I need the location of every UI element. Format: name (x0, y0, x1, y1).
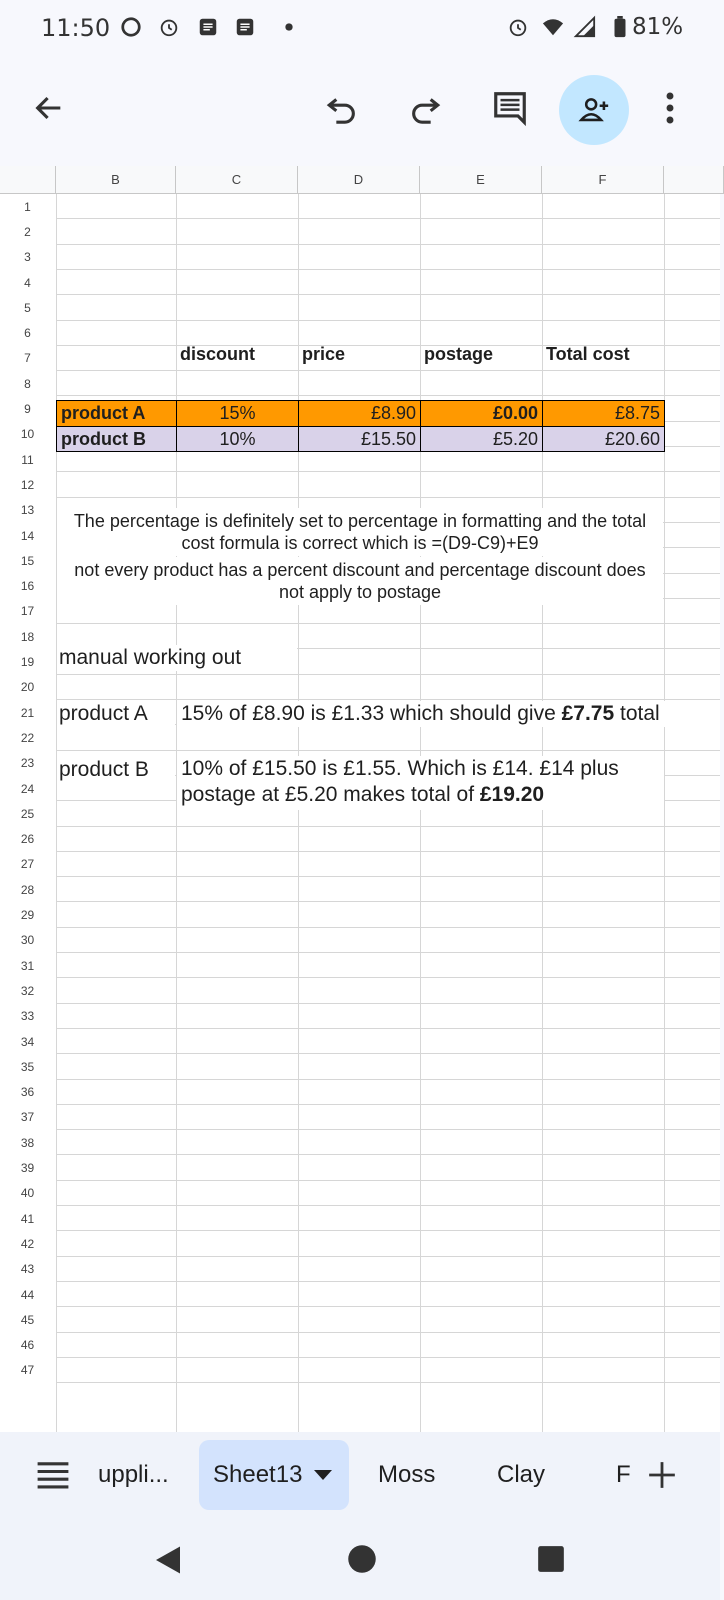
product-a-working-text: 15% of £8.90 is £1.33 which should give (181, 702, 562, 725)
row-header[interactable]: 12 (0, 472, 55, 497)
row-gridline (56, 1205, 720, 1206)
row-gridline (56, 977, 720, 978)
all-sheets-button[interactable] (36, 1440, 70, 1510)
manual-working-title[interactable]: manual working out (57, 645, 297, 671)
status-bar (0, 0, 720, 56)
cell-f9-total[interactable]: £8.75 (542, 400, 665, 427)
back-button[interactable] (21, 80, 77, 136)
cell-d9-price[interactable]: £8.90 (298, 400, 421, 427)
tab-sheet13-label: Sheet13 (213, 1461, 303, 1488)
row-header[interactable]: 40 (0, 1181, 55, 1206)
column-gridline (664, 194, 665, 1434)
row-header[interactable]: 47 (0, 1358, 55, 1383)
more-vert-icon (665, 92, 675, 124)
row-header[interactable]: 11 (0, 447, 55, 472)
row-header[interactable]: 2 (0, 219, 55, 244)
cell-c7-discount-header[interactable]: discount (180, 344, 255, 364)
add-icon (648, 1461, 676, 1489)
product-b-working-total: £19.20 (479, 783, 545, 806)
row-gridline (56, 320, 720, 321)
row-header[interactable]: 24 (0, 776, 55, 801)
doc-icon (197, 16, 219, 38)
cell-b9-product-a[interactable]: product A (56, 400, 177, 427)
column-header-g[interactable] (664, 166, 724, 194)
row-gridline (56, 927, 720, 928)
row-header[interactable]: 3 (0, 245, 55, 270)
row-header[interactable]: 30 (0, 928, 55, 953)
cell-e10-postage[interactable]: £5.20 (420, 426, 543, 452)
sync-icon (120, 16, 142, 38)
row-gridline (56, 1129, 720, 1130)
row-gridline (56, 294, 720, 295)
doc-icon (234, 16, 256, 38)
battery-icon (612, 16, 628, 38)
row-header[interactable]: 39 (0, 1155, 55, 1180)
column-header-e[interactable]: E (420, 166, 542, 194)
row-header[interactable]: 4 (0, 270, 55, 295)
row-header[interactable]: 33 (0, 1004, 55, 1029)
row-header[interactable]: 7 (0, 346, 55, 371)
row-header[interactable]: 19 (0, 649, 55, 674)
spreadsheet-grid[interactable] (0, 166, 720, 1432)
column-header-f[interactable]: F (542, 166, 664, 194)
cell-e7-postage-header[interactable]: postage (424, 344, 494, 364)
row-header[interactable]: 42 (0, 1231, 55, 1256)
row-gridline (56, 952, 720, 953)
row-gridline (56, 876, 720, 877)
row-gridline (56, 370, 720, 371)
row-header[interactable]: 6 (0, 321, 55, 346)
column-gridline (176, 194, 177, 1434)
person-add-icon (577, 93, 611, 127)
row-gridline (56, 1306, 720, 1307)
row-header[interactable]: 13 (0, 498, 55, 523)
row-header[interactable]: 5 (0, 295, 55, 320)
product-a-label[interactable]: product A (57, 701, 175, 727)
row-gridline (56, 395, 720, 396)
row-gridline (56, 1053, 720, 1054)
row-header[interactable]: 46 (0, 1333, 55, 1358)
row-header[interactable]: 17 (0, 599, 55, 624)
row-header[interactable]: 32 (0, 978, 55, 1003)
alarm-icon (507, 16, 529, 38)
row-gridline (56, 1382, 720, 1383)
dot-icon (278, 16, 300, 38)
column-gridline (542, 194, 543, 1434)
row-header[interactable]: 43 (0, 1257, 55, 1282)
row-gridline (56, 1281, 720, 1282)
row-header[interactable]: 22 (0, 725, 55, 750)
nav-home-button[interactable] (347, 1544, 377, 1574)
undo-button[interactable] (314, 80, 370, 136)
tab-moss[interactable]: Moss (378, 1461, 436, 1488)
row-gridline (56, 901, 720, 902)
cell-e9-postage[interactable]: £0.00 (420, 400, 543, 427)
row-header[interactable]: 28 (0, 877, 55, 902)
row-gridline (56, 1079, 720, 1080)
battery-level: 81% (632, 14, 684, 40)
row-header[interactable]: 1 (0, 194, 55, 219)
row-header[interactable]: 26 (0, 827, 55, 852)
row-header[interactable]: 29 (0, 902, 55, 927)
product-b-working-line1: 10% of £15.50 is £1.55. Which is £14. £14 plus (181, 757, 619, 780)
nav-back-button[interactable] (150, 1542, 186, 1578)
nav-recents-button[interactable] (537, 1545, 565, 1573)
row-header[interactable]: 23 (0, 751, 55, 776)
row-header[interactable]: 18 (0, 624, 55, 649)
nav-recents-icon (537, 1545, 565, 1573)
tab-partial[interactable]: F (616, 1461, 631, 1488)
row-gridline (56, 851, 720, 852)
cell-c9-discount[interactable]: 15% (176, 400, 299, 427)
wifi-icon (540, 16, 566, 38)
row-gridline (56, 269, 720, 270)
menu-icon (36, 1461, 70, 1489)
row-header[interactable]: 31 (0, 953, 55, 978)
more-options-button[interactable] (650, 80, 690, 136)
redo-icon (408, 91, 442, 125)
undo-icon (325, 91, 359, 125)
corner-header[interactable] (0, 166, 56, 194)
row-gridline (56, 1028, 720, 1029)
row-header[interactable]: 37 (0, 1105, 55, 1130)
redo-button[interactable] (397, 80, 453, 136)
comment-button[interactable] (482, 80, 538, 136)
row-gridline (56, 218, 720, 219)
alarm-icon (158, 16, 180, 38)
arrow-back-icon (32, 91, 66, 125)
row-header[interactable]: 27 (0, 852, 55, 877)
row-gridline (56, 623, 720, 624)
sheet-tab-bar (0, 1432, 720, 1520)
toolbar (0, 56, 720, 166)
row-gridline (56, 1332, 720, 1333)
row-gridline (56, 471, 720, 472)
row-header[interactable]: 38 (0, 1130, 55, 1155)
add-sheet-button[interactable] (648, 1440, 676, 1510)
row-header[interactable]: 25 (0, 801, 55, 826)
nav-back-icon (150, 1542, 186, 1578)
row-gridline (56, 497, 720, 498)
column-gridline (420, 194, 421, 1434)
tab-uppli[interactable]: uppli... (98, 1461, 169, 1488)
row-gridline (56, 674, 720, 675)
product-b-working-text: postage at £5.20 makes total of (181, 783, 480, 806)
nav-home-icon (347, 1544, 377, 1574)
tab-sheet13[interactable] (199, 1440, 349, 1510)
column-header-c[interactable]: C (176, 166, 298, 194)
tab-clay[interactable]: Clay (497, 1461, 546, 1488)
product-b-working-line2 (181, 782, 664, 808)
row-header[interactable]: 8 (0, 371, 55, 396)
product-a-working[interactable] (177, 701, 720, 727)
column-header-b[interactable]: B (56, 166, 176, 194)
row-header[interactable]: 41 (0, 1206, 55, 1231)
row-header[interactable]: 20 (0, 675, 55, 700)
row-header[interactable]: 35 (0, 1054, 55, 1079)
product-b-label[interactable]: product B (57, 757, 175, 783)
product-a-working-tail: total (614, 702, 660, 725)
share-button[interactable] (559, 75, 629, 145)
cell-f7-total-header[interactable]: Total cost (546, 344, 630, 364)
note-percentage-formatting[interactable]: The percentage is definitely set to percentage in formatting and the total cost formula is correct which is =(D9-C9)+E9 (57, 508, 663, 556)
row-gridline (56, 1180, 720, 1181)
system-nav-bar (0, 1520, 720, 1600)
row-gridline (56, 1104, 720, 1105)
cell-d10-price[interactable]: £15.50 (298, 426, 421, 452)
row-header[interactable]: 34 (0, 1029, 55, 1054)
column-gridline (298, 194, 299, 1434)
signal-icon (574, 16, 596, 38)
row-gridline (56, 244, 720, 245)
row-header[interactable]: 21 (0, 700, 55, 725)
product-a-working-total: £7.75 (561, 702, 615, 725)
row-gridline (56, 699, 720, 700)
row-header[interactable]: 15 (0, 548, 55, 573)
column-gridline (56, 194, 57, 1434)
row-gridline (56, 1357, 720, 1358)
row-gridline (56, 1230, 720, 1231)
status-time: 11:50 (41, 14, 111, 42)
row-header[interactable]: 9 (0, 396, 55, 421)
chevron-down-icon (314, 1470, 332, 1480)
row-gridline (56, 1003, 720, 1004)
row-gridline (56, 1256, 720, 1257)
row-gridline (56, 750, 720, 751)
row-header[interactable]: 44 (0, 1282, 55, 1307)
row-header[interactable]: 10 (0, 422, 55, 447)
row-header[interactable]: 14 (0, 523, 55, 548)
row-gridline (56, 826, 720, 827)
cell-f10-total[interactable]: £20.60 (542, 426, 665, 452)
row-header[interactable]: 36 (0, 1080, 55, 1105)
product-b-working[interactable] (177, 756, 664, 810)
row-header[interactable]: 16 (0, 574, 55, 599)
cell-b10-product-b[interactable]: product B (56, 426, 177, 452)
comment-icon (491, 89, 529, 127)
row-gridline (56, 1154, 720, 1155)
column-header-d[interactable]: D (298, 166, 420, 194)
note-postage-discount[interactable]: not every product has a percent discount and percentage discount does not apply to postage (57, 557, 663, 605)
row-header[interactable]: 45 (0, 1307, 55, 1332)
cell-d7-price-header[interactable]: price (302, 344, 346, 364)
cell-c10-discount[interactable]: 10% (176, 426, 299, 452)
